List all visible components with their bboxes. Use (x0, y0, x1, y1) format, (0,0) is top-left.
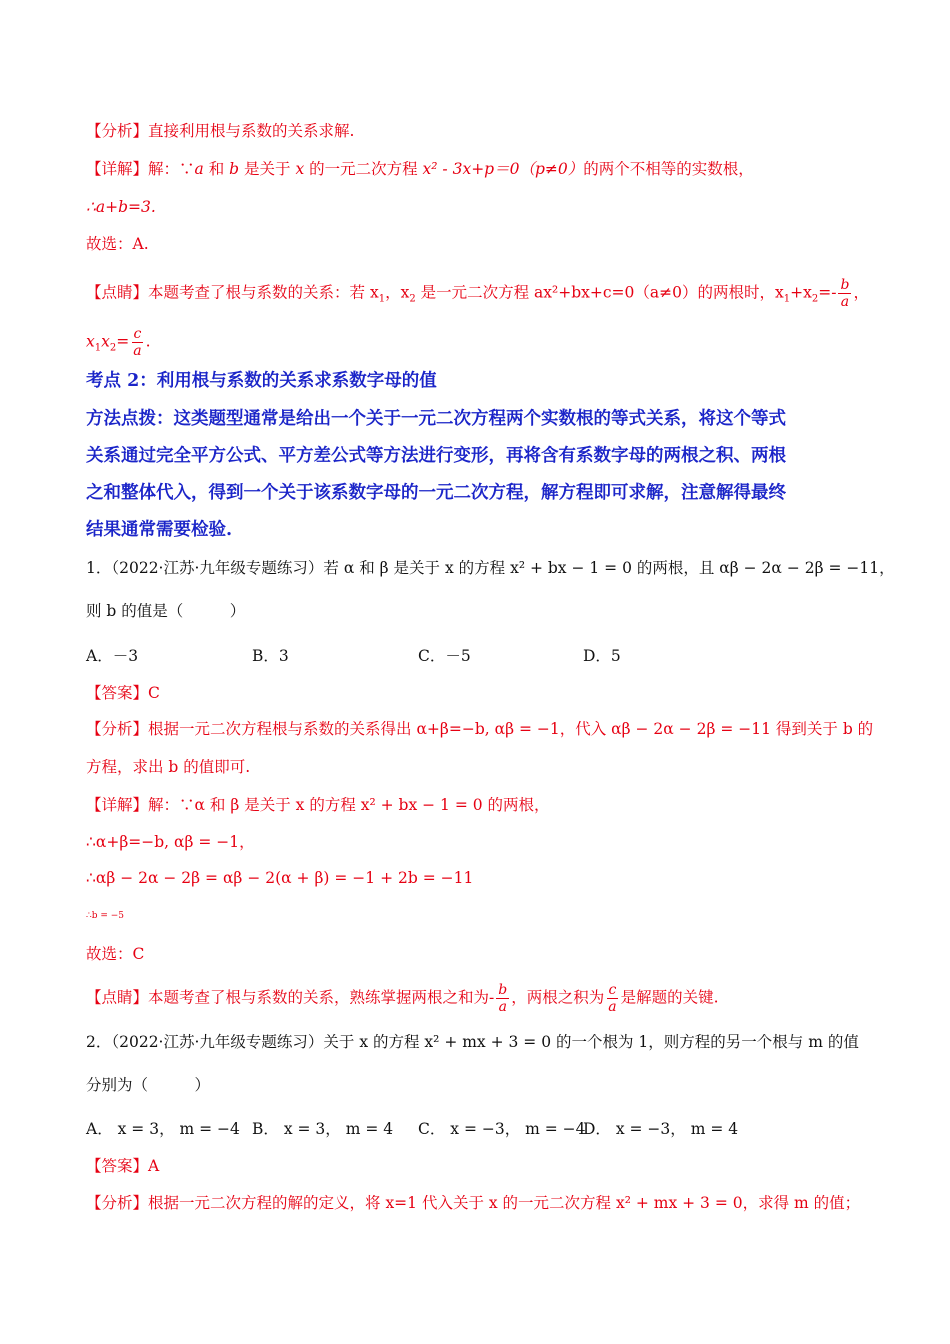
comment-text4: +x (790, 283, 812, 302)
comment-sub1: 1 (378, 293, 386, 305)
comment-text3: 是一元二次方程 ax²+bx+c=0（a≠0）的两根时，x (415, 283, 784, 302)
q1-step-2: ∴αβ − 2α − 2β = αβ − 2(α + β) = −1 + 2b = −11 (86, 869, 474, 887)
detail-equation: x² - 3x+p＝0（p≠0） (422, 160, 584, 178)
q2-analysis-line-1 (86, 1192, 860, 1214)
method-line-3: 之和整体代入，得到一个关于该系数字母的一元二次方程，解方程即可求解，注意解得最终 (86, 483, 786, 503)
comment2-end: . (145, 332, 151, 351)
analysis-text: 根据一元二次方程的解的定义，将 x=1 代入关于 x 的一元二次方程 x² + mx + 3 = 0，求得 m 的值； (148, 1194, 861, 1212)
frac-den: a (498, 999, 507, 1015)
answer-tag: 【答案】 (86, 1157, 149, 1175)
q1-stem-1: 1．（2022·江苏·九年级专题练习）若 α 和 β 是关于 x 的方程 x² + bx − 1 = 0 的两根，且 αβ − 2α − 2β = −11， (86, 559, 895, 577)
comment2-sub2: 2 (109, 342, 117, 354)
method-line-1: 方法点拨：这类题型通常是给出一个关于一元二次方程两个实数根的等式关系，将这个等式 (86, 409, 786, 429)
q1-option-d: D．5 (583, 647, 621, 665)
comment2-c: = (116, 332, 130, 351)
detail-post: 的两个不相等的实数根， (583, 160, 754, 178)
q2-stem-1: 2．（2022·江苏·九年级专题练习）关于 x 的方程 x² + mx + 3 = 0 的一个根为 1，则方程的另一个根与 m 的值 (86, 1033, 859, 1051)
q1-detail-line (86, 794, 550, 816)
comment-pre: 本题考查了根与系数的关系，熟练掌握两根之和为- (148, 988, 495, 1007)
detail-var-x: x (295, 160, 305, 178)
q2-option-d: D． x = −3， m = 4 (583, 1120, 739, 1138)
q1-options (86, 645, 866, 667)
frac-num: c (133, 326, 142, 342)
analysis-tag: 【分析】 (86, 1194, 149, 1212)
q1-option-a: A．－3 (86, 647, 139, 665)
comment-text1: 本题考查了根与系数的关系：若 x (148, 283, 379, 302)
q0-comment-line2 (86, 326, 151, 359)
answer-value: C (148, 684, 160, 702)
q0-comment-line (86, 277, 869, 310)
comment-sub2: 2 (409, 293, 416, 305)
q1-analysis-line-1 (86, 718, 873, 740)
q1-answer-line (86, 682, 160, 704)
detail-tag: 【详解】 (86, 796, 149, 814)
section-heading: 考点 2：利用根与系数的关系求系数字母的值 (86, 371, 437, 391)
analysis-text: 根据一元二次方程根与系数的关系得出 α+β=−b, αβ = −1，代入 αβ − 2α − 2β = −11 得到关于 b 的 (148, 720, 874, 738)
q1-comment-line (86, 982, 719, 1015)
answer-tag: 【答案】 (86, 684, 149, 702)
frac-den: a (608, 999, 617, 1015)
q2-stem-2: 分别为（ ） (86, 1076, 211, 1094)
q1-analysis-line-2: 方程，求出 b 的值即可. (86, 758, 251, 776)
q1-choice: 故选：C (86, 945, 145, 963)
q1-option-b: B．3 (252, 647, 289, 665)
q1-option-c: C．－5 (418, 647, 471, 665)
q2-option-a: A． x = 3， m = −4 (86, 1120, 240, 1138)
method-line-4: 结果通常需要检验. (86, 520, 233, 540)
analysis-tag: 【分析】 (86, 122, 149, 140)
fraction-b-over-a (496, 982, 509, 1015)
frac-den: a (133, 343, 142, 359)
detail-mid2: 的一元二次方程 (304, 160, 423, 178)
q2-answer-line (86, 1155, 159, 1177)
comment-tag: 【点睛】 (86, 988, 149, 1007)
answer-value: A (148, 1157, 160, 1175)
fraction-b-over-a (838, 277, 851, 310)
q2-option-c: C． x = −3， m = −4 (418, 1120, 586, 1138)
analysis-text: 直接利用根与系数的关系求解. (148, 122, 355, 140)
frac-num: b (498, 982, 508, 998)
detail-var-b: b (229, 160, 240, 178)
comment-end1: ， (853, 283, 869, 302)
comment-sub4: 2 (811, 293, 819, 305)
comment-sub3: 1 (783, 293, 791, 305)
comment-tag: 【点睛】 (86, 283, 149, 302)
frac-num: c (608, 982, 617, 998)
q2-option-b: B． x = 3， m = 4 (252, 1120, 394, 1138)
detail-and: 和 (203, 160, 230, 178)
q0-analysis-line (86, 120, 354, 142)
detail-pre: 解：∵ (148, 160, 195, 178)
q1-step-3: ∴b = −5 (86, 911, 125, 921)
comment2-b: x (101, 332, 110, 351)
detail-var-a: a (194, 160, 204, 178)
detail-text: 解：∵α 和 β 是关于 x 的方程 x² + bx − 1 = 0 的两根， (148, 796, 550, 814)
q0-choice: 故选：A. (86, 235, 149, 253)
q1-step-1: ∴α+β=−b, αβ = −1， (86, 833, 255, 851)
comment-mid: ，两根之积为 (511, 988, 605, 1007)
comment2-sub1: 1 (94, 342, 102, 354)
q0-step1: ∴a+b=3. (86, 198, 156, 216)
q2-options (86, 1118, 866, 1140)
detail-tag: 【详解】 (86, 160, 149, 178)
method-line-2: 关系通过完全平方公式、平方差公式等方法进行变形，再将含有系数字母的两根之积、两根 (86, 446, 786, 466)
analysis-tag: 【分析】 (86, 720, 149, 738)
q0-detail-line (86, 158, 754, 180)
frac-den: a (840, 294, 850, 310)
fraction-c-over-a (606, 982, 618, 1015)
comment-text5: =- (818, 283, 837, 302)
detail-mid: 是关于 (239, 160, 296, 178)
comment-text2: ，x (385, 283, 410, 302)
fraction-c-over-a (131, 326, 143, 359)
q1-stem-2: 则 b 的值是（ ） (86, 602, 246, 620)
comment2-a: x (86, 332, 95, 351)
comment-post: 是解题的关键. (620, 988, 719, 1007)
frac-num: b (840, 277, 850, 293)
